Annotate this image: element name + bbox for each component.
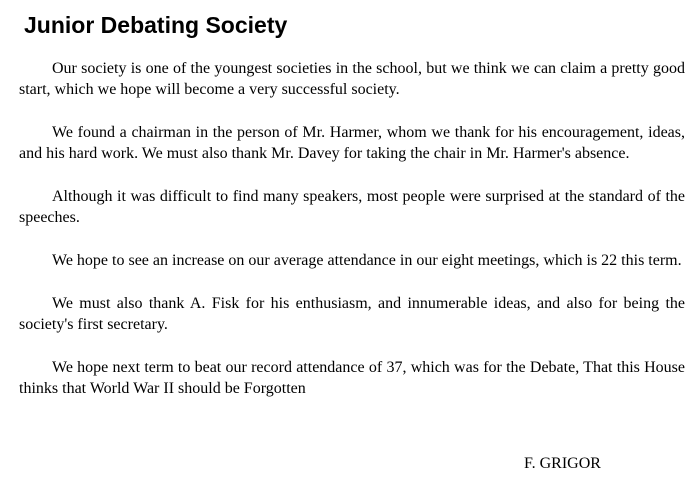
article-body <box>19 58 685 399</box>
paragraph-1: Our society is one of the youngest societies in the school, but we think we can claim a pretty good start, which we hope will become a very successful society. <box>19 60 685 98</box>
page-title: Junior Debating Society <box>24 12 288 38</box>
paragraph-3: Although it was difficult to find many speakers, most people were surprised at the standard of the speeches. <box>19 188 685 226</box>
paragraph-5: We must also thank A. Fisk for his enthusiasm, and innumerable ideas, and also for being the society's first secretary. <box>19 295 685 333</box>
paragraph-2: We found a chairman in the person of Mr. Harmer, whom we thank for his encouragement, ideas, and his hard work. We must also thank Mr. Davey for taking the chair in Mr. Harmer's absence. <box>19 124 685 162</box>
author-signature: F. GRIGOR <box>524 455 601 472</box>
paragraph-6: We hope next term to beat our record attendance of 37, which was for the Debate, That this House thinks that World War II should be Forgotten <box>19 359 685 397</box>
paragraph-4: We hope to see an increase on our average attendance in our eight meetings, which is 22 this term. <box>52 252 682 269</box>
